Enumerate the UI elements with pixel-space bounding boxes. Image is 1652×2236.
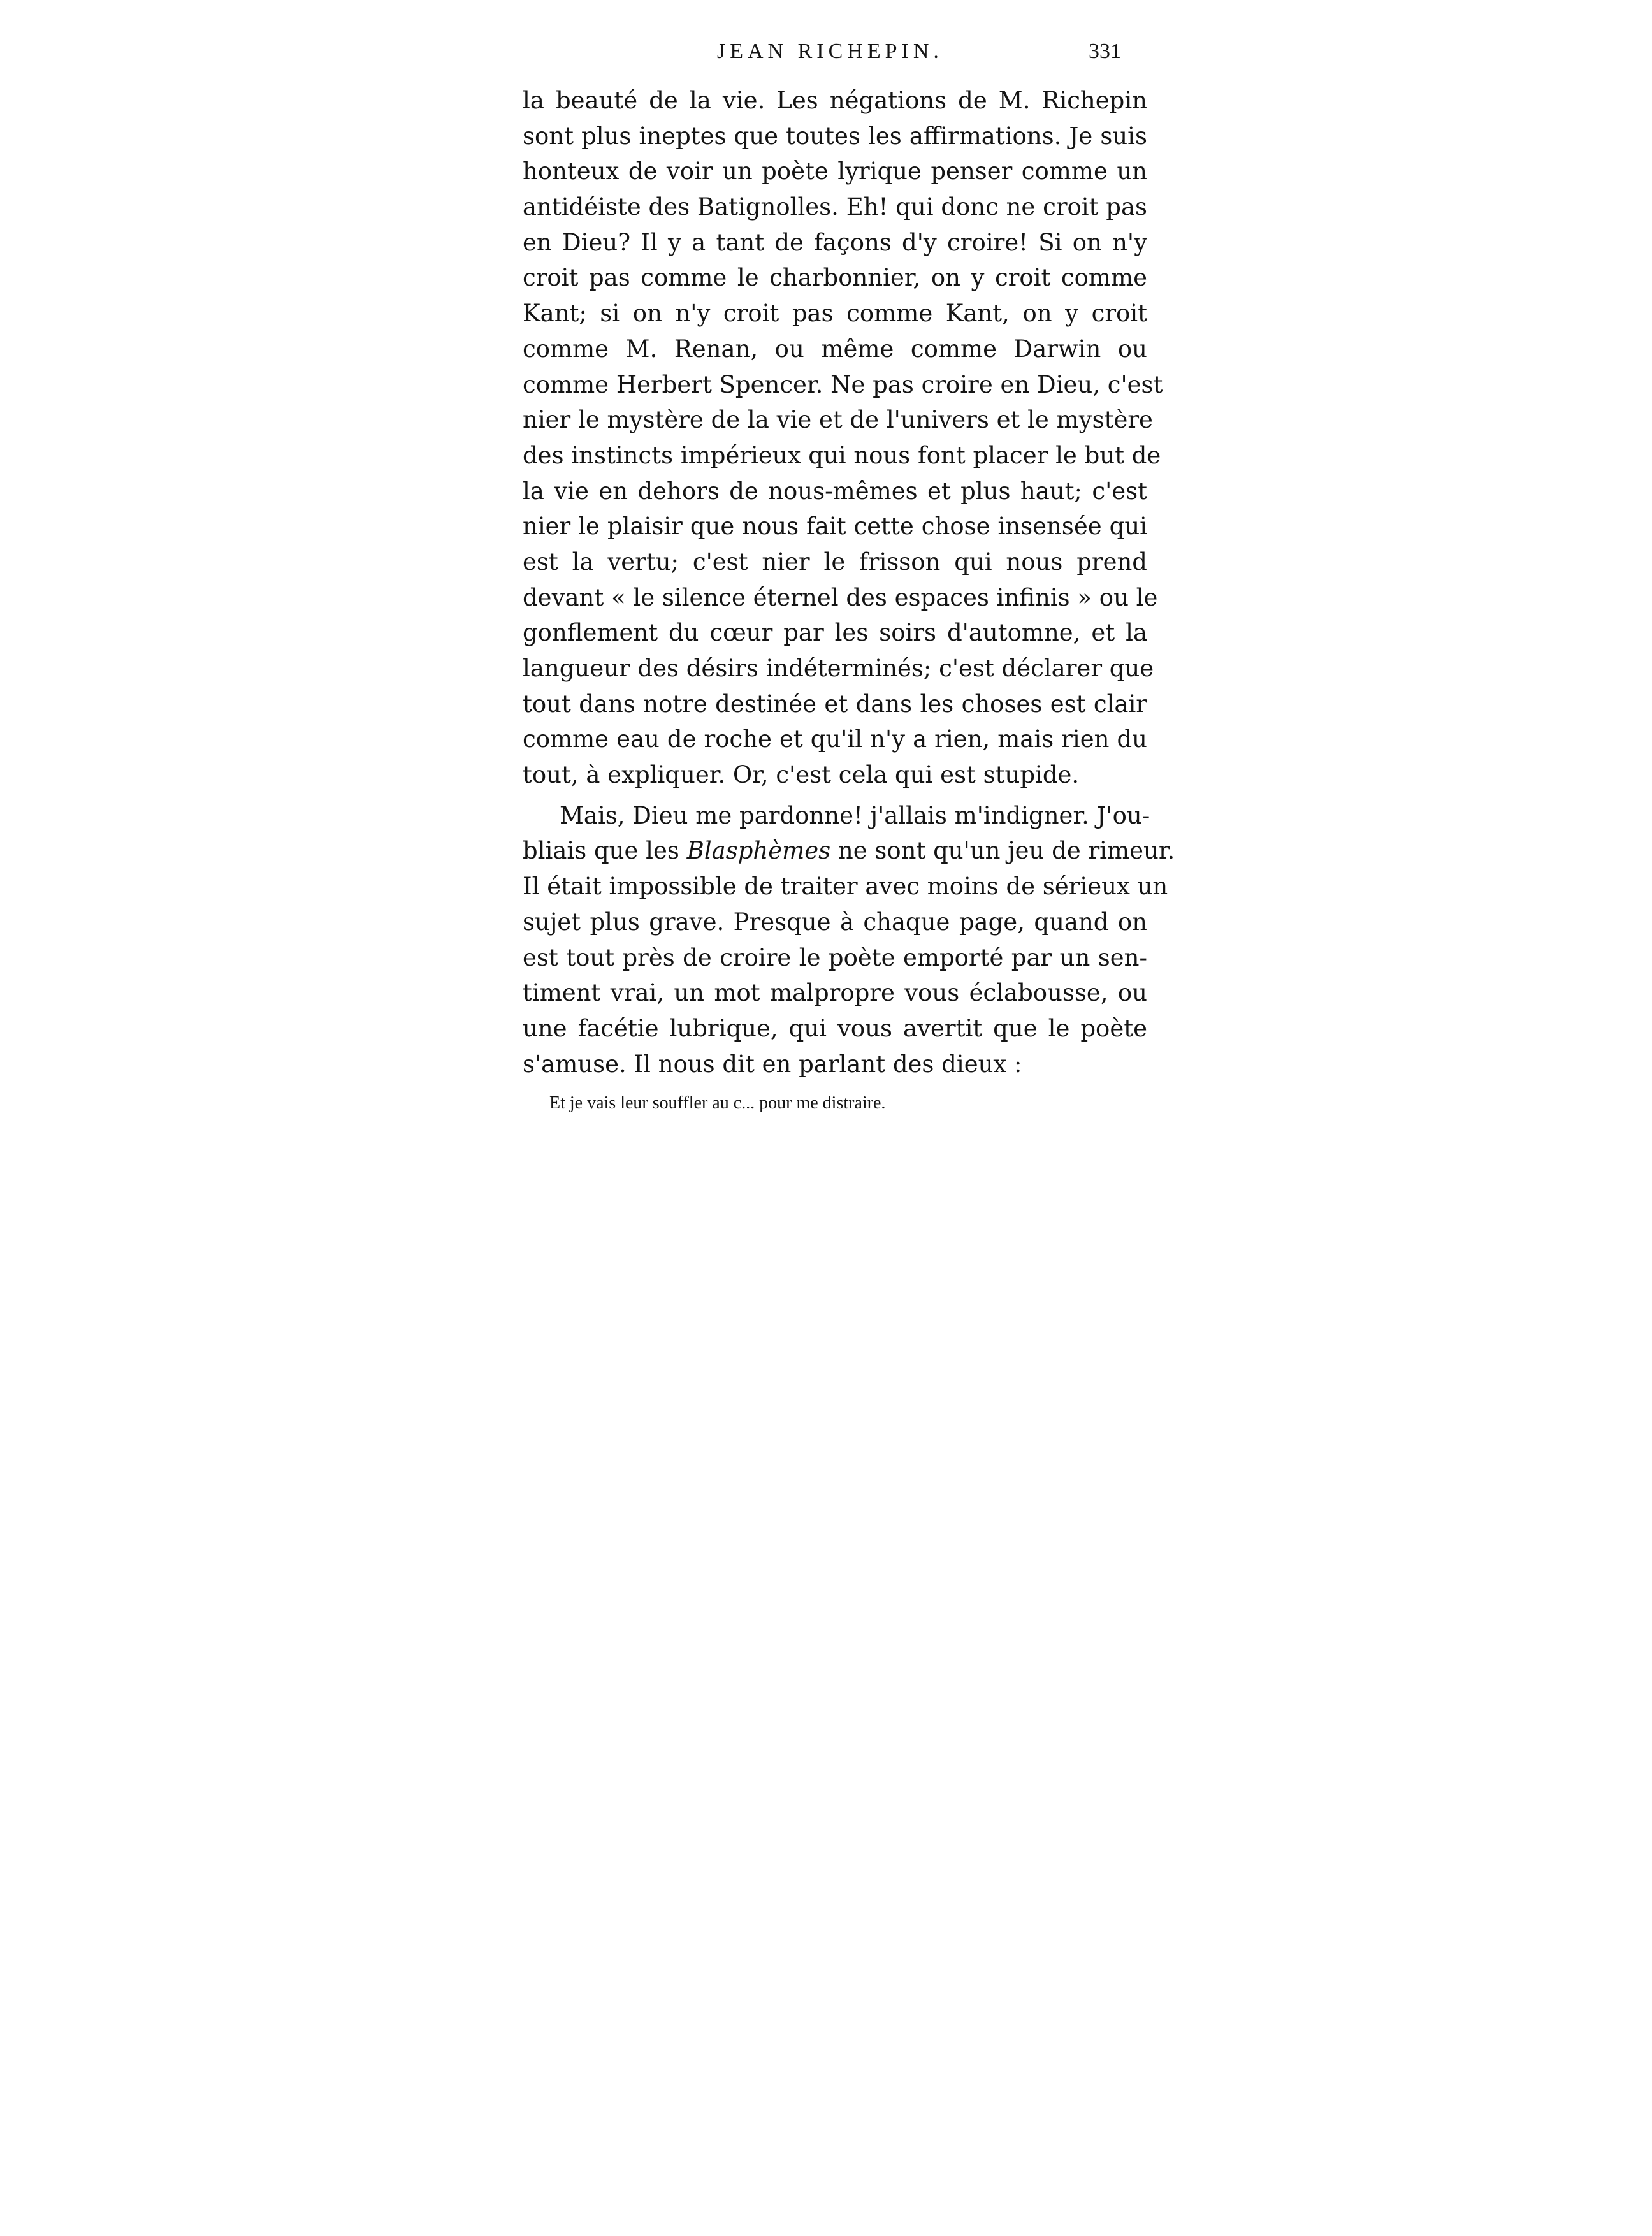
text-fragment: ne sont qu'un jeu de rimeur. bbox=[830, 837, 1175, 865]
page-number: 331 bbox=[1089, 40, 1121, 63]
body-text bbox=[523, 83, 1175, 1116]
text-line: la beauté de la vie. Les négations de M. Richepin bbox=[523, 87, 1147, 114]
text-line: honteux de voir un poète lyrique penser comme un bbox=[523, 157, 1147, 185]
text-line: tout dans notre destinée et dans les choses est clair bbox=[523, 690, 1147, 718]
verse-quote: Et je vais leur souffler au c... pour me distraire. bbox=[549, 1093, 886, 1114]
text-line: est la vertu; c'est nier le frisson qui nous prend bbox=[523, 548, 1147, 576]
paragraph-gap bbox=[523, 793, 1147, 798]
text-fragment: bliais que les bbox=[523, 837, 687, 865]
text-line: est tout près de croire le poète emporté par un sen- bbox=[523, 943, 1147, 971]
text-line: timent vrai, un mot malpropre vous éclabousse, ou bbox=[523, 979, 1147, 1007]
paragraph-2 bbox=[523, 798, 1175, 1082]
text-line: sont plus ineptes que toutes les affirmations. Je suis bbox=[523, 122, 1147, 150]
text-line: la vie en dehors de nous-mêmes et plus haut; c'est bbox=[523, 477, 1147, 505]
text-line: Kant; si on n'y croit pas comme Kant, on y croit bbox=[523, 300, 1147, 328]
text-line: des instincts impérieux qui nous font placer le but de bbox=[523, 441, 1161, 469]
text-line: Mais, Dieu me pardonne! j'allais m'indigner. J'ou- bbox=[560, 801, 1150, 829]
work-title: Blasphèmes bbox=[686, 837, 831, 865]
text-line: en Dieu? Il y a tant de façons d'y croire! Si on n'y bbox=[523, 228, 1147, 256]
text-line: gonflement du cœur par les soirs d'automne, et la bbox=[523, 619, 1147, 647]
text-line: tout, à expliquer. Or, c'est cela qui est stupide. bbox=[523, 761, 1080, 789]
text-line: comme M. Renan, ou même comme Darwin ou bbox=[523, 335, 1147, 363]
text-line: Il était impossible de traiter avec moins de sérieux un bbox=[523, 873, 1168, 901]
text-line: comme Herbert Spencer. Ne pas croire en Dieu, c'est bbox=[523, 370, 1163, 398]
text-line: croit pas comme le charbonnier, on y croit comme bbox=[523, 264, 1147, 292]
text-line-with-title bbox=[523, 833, 1175, 869]
text-line: sujet plus grave. Presque à chaque page, quand on bbox=[523, 908, 1147, 936]
text-line: s'amuse. Il nous dit en parlant des dieux : bbox=[523, 1050, 1022, 1078]
text-line: devant « le silence éternel des espaces infinis » ou le bbox=[523, 583, 1158, 611]
text-line: antidéiste des Batignolles. Eh! qui donc ne croit pas bbox=[523, 193, 1147, 221]
text-line: une facétie lubrique, qui vous avertit que le poète bbox=[523, 1014, 1147, 1042]
text-line: nier le mystère de la vie et de l'univers et le mystère bbox=[523, 406, 1153, 434]
running-header bbox=[0, 40, 1652, 78]
text-line: nier le plaisir que nous fait cette chose insensée qui bbox=[523, 512, 1147, 541]
text-line: comme eau de roche et qu'il n'y a rien, mais rien du bbox=[523, 725, 1147, 753]
paragraph-1 bbox=[523, 83, 1163, 793]
text-line: langueur des désirs indéterminés; c'est déclarer que bbox=[523, 655, 1154, 682]
running-title: JEAN RICHEPIN. bbox=[717, 40, 943, 63]
